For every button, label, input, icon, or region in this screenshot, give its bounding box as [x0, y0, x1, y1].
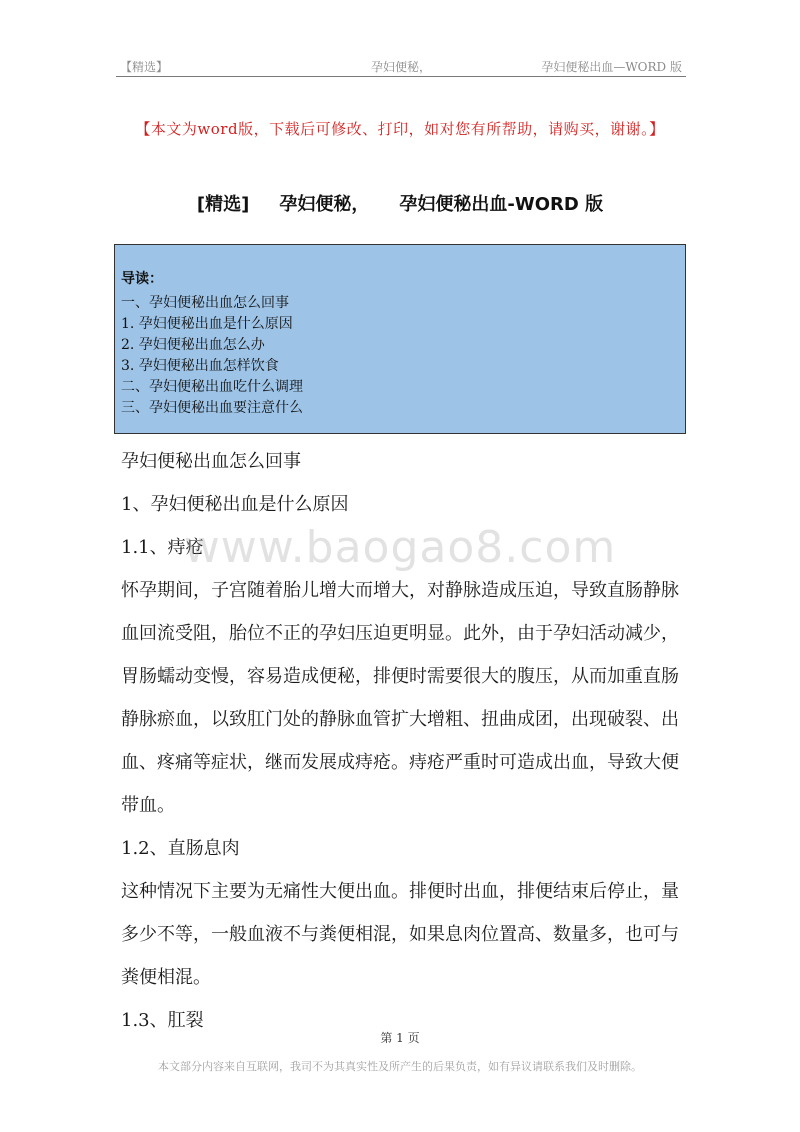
toc-item: 二、孕妇便秘出血吃什么调理 [121, 379, 303, 395]
subsection-title-hemorrhoids: 1.1、痔疮 [121, 537, 204, 558]
table-of-contents [114, 244, 686, 434]
paragraph-hemorrhoids: 怀孕期间，子宫随着胎儿增大而增大，对静脉造成压迫，导致直肠静脉血回流受阻，胎位不正的孕妇压迫更明显。此外，由于孕妇活动减少，胃肠蠕动变慢，容易造成便秘，排便时需要很大的腹压，从而加重直肠静脉瘀血，以致肛门处的静脉血管扩大增粗、扭曲成团，出现破裂、出血、疼痛等症状，继而发展成痔疮。痔疮严重时可造成出血，导致大便带血。 [121, 580, 679, 816]
page-header [116, 58, 686, 77]
subsection-title-fissure: 1.3、肛裂 [121, 1010, 204, 1031]
toc-item: 2. 孕妇便秘出血怎么办 [121, 337, 265, 353]
toc-item: 1. 孕妇便秘出血是什么原因 [121, 316, 293, 332]
section-heading-2: 1、孕妇便秘出血是什么原因 [121, 494, 349, 515]
header-center: 孕妇便秘， [370, 60, 431, 74]
purchase-notice: 【本文为word版，下载后可修改、打印，如对您有所帮助，请购买，谢谢。】 [135, 120, 665, 138]
document-body [121, 440, 691, 1042]
header-left: 【精选】 [120, 60, 169, 74]
header-right: 孕妇便秘出血—WORD 版 [541, 60, 682, 74]
toc-heading: 导读： [121, 271, 163, 287]
toc-item: 三、孕妇便秘出血要注意什么 [121, 400, 303, 416]
subsection-title-polyp: 1.2、直肠息肉 [121, 838, 240, 859]
document-title [0, 190, 800, 216]
paragraph-polyp: 这种情况下主要为无痛性大便出血。排便时出血，排便结束后停止，量多少不等，一般血液不与粪便相混，如果息肉位置高、数量多，也可与粪便相混。 [121, 881, 679, 988]
toc-item: 一、孕妇便秘出血怎么回事 [121, 295, 289, 311]
toc-item: 3. 孕妇便秘出血怎样饮食 [121, 358, 279, 374]
page-number: 第 1 页 [380, 1031, 420, 1045]
title-part-2: 孕妇便秘， [279, 194, 370, 215]
title-part-1: [精选] [196, 194, 250, 215]
title-part-3: 孕妇便秘出血-WORD 版 [399, 194, 604, 215]
watermark: www.baogao8.com [183, 522, 617, 573]
section-heading-1: 孕妇便秘出血怎么回事 [121, 451, 301, 472]
page-footer-disclaimer: 本文部分内容来自互联网，我司不为其真实性及所产生的后果负责，如有异议请联系我们及时删除。 [158, 1060, 642, 1073]
